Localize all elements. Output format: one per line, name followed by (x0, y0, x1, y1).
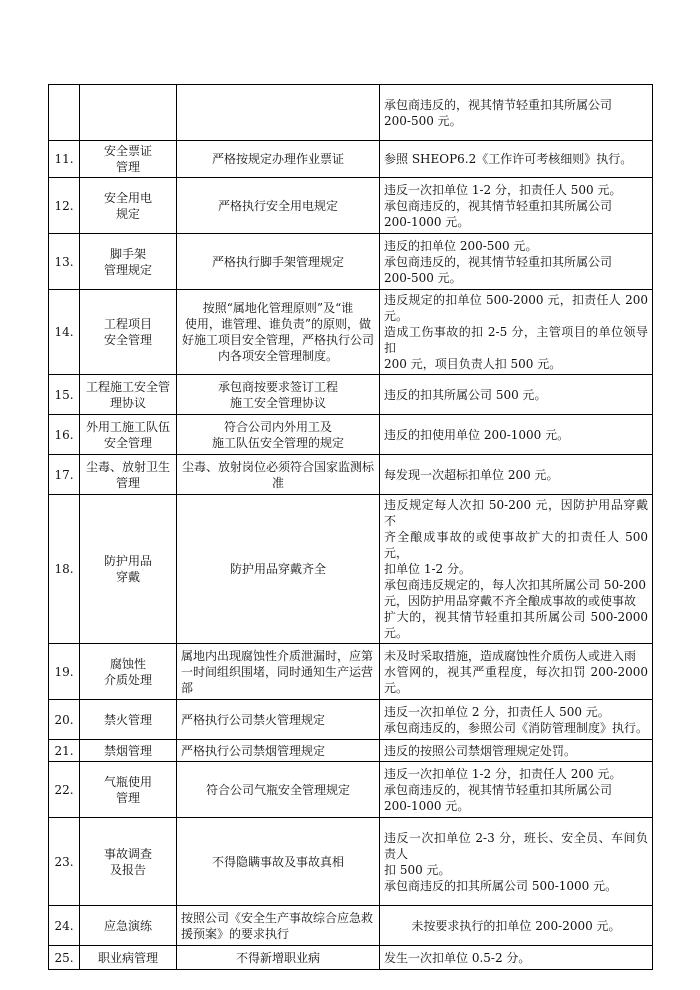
penalty: 未按要求执行的扣单位 200-2000 元。 (380, 906, 653, 946)
item-name: 脚手架 管理规定 (80, 234, 177, 290)
item-name: 禁火管理 (80, 700, 177, 740)
requirement: 符合公司气瓶安全管理规定 (177, 762, 380, 818)
penalty: 违反一次扣单位 2-3 分，班长、安全员、车间负责人 扣 500 元。 承包商违反的扣其所属公司 500-1000 元。 (380, 818, 653, 906)
row-number: 21. (49, 740, 80, 762)
row-number: 16. (49, 415, 80, 455)
row-number: 20. (49, 700, 80, 740)
table-row (49, 906, 653, 946)
requirement: 属地内出现腐蚀性介质泄漏时，应第 一时间组织围堵，同时通知生产运营 部 (177, 644, 380, 700)
item-name: 事故调查 及报告 (80, 818, 177, 906)
row-number: 17. (49, 455, 80, 495)
item-name: 腐蚀性 介质处理 (80, 644, 177, 700)
requirement: 严格执行脚手架管理规定 (177, 234, 380, 290)
item-name: 尘毒、放射卫生 管理 (80, 455, 177, 495)
table-row (49, 290, 653, 375)
table-row (49, 234, 653, 290)
penalty: 参照 SHEOP6.2《工作许可考核细则》执行。 (380, 141, 653, 178)
row-number: 18. (49, 495, 80, 644)
row-number: 11. (49, 141, 80, 178)
requirement: 不得新增职业病 (177, 946, 380, 970)
item-name: 应急演练 (80, 906, 177, 946)
table-row (49, 375, 653, 415)
table-row (49, 762, 653, 818)
row-number: 14. (49, 290, 80, 375)
item-name: 职业病管理 (80, 946, 177, 970)
penalty-rules-table (48, 84, 653, 970)
table-row (49, 495, 653, 644)
table-row (49, 415, 653, 455)
table-row (49, 946, 653, 970)
row-number: 25. (49, 946, 80, 970)
row-number: 13. (49, 234, 80, 290)
item-name: 安全票证 管理 (80, 141, 177, 178)
penalty: 发生一次扣单位 0.5-2 分。 (380, 946, 653, 970)
row-number (49, 85, 80, 141)
row-number: 12. (49, 178, 80, 234)
row-number: 15. (49, 375, 80, 415)
row-number: 24. (49, 906, 80, 946)
item-name (80, 85, 177, 141)
table-row (49, 85, 653, 141)
requirement (177, 85, 380, 141)
item-name: 防护用品 穿戴 (80, 495, 177, 644)
penalty: 承包商违反的，视其情节轻重扣其所属公司 200-500 元。 (380, 85, 653, 141)
penalty: 违反一次扣单位 1-2 分，扣责任人 200 元。 承包商违反的，视其情节轻重扣其所属公司 200-1000 元。 (380, 762, 653, 818)
table-row (49, 740, 653, 762)
penalty: 违反的按照公司禁烟管理规定处罚。 (380, 740, 653, 762)
penalty: 违反规定每人次扣 50-200 元，因防护用品穿戴不 齐全酿成事故的或使事故扩大的扣责任人 500 元， 扣单位 1-2 分。 承包商违反规定的，每人次扣其所属公司 50-200 元，因防护用品穿戴不齐全酿成事故的或使事故 扩大的，视其情节轻重扣其所属公司 500-2000 元。 (380, 495, 653, 644)
requirement: 严格执行安全用电规定 (177, 178, 380, 234)
penalty: 未及时采取措施，造成腐蚀性介质伤人或进入雨 水管网的，视其严重程度，每次扣罚 200-2000 元。 (380, 644, 653, 700)
item-name: 气瓶使用 管理 (80, 762, 177, 818)
requirement: 按照公司《安全生产事故综合应急救 援预案》的要求执行 (177, 906, 380, 946)
requirement: 严格按规定办理作业票证 (177, 141, 380, 178)
penalty: 违反规定的扣单位 500-2000 元，扣责任人 200 元。 造成工伤事故的扣 2-5 分，主管项目的单位领导扣 200 元，项目负责人扣 500 元。 (380, 290, 653, 375)
requirement: 不得隐瞒事故及事故真相 (177, 818, 380, 906)
requirement: 承包商按要求签订工程 施工安全管理协议 (177, 375, 380, 415)
requirement: 尘毒、放射岗位必须符合国家监测标 准 (177, 455, 380, 495)
table-row (49, 141, 653, 178)
penalty: 违反的扣其所属公司 500 元。 (380, 375, 653, 415)
table-row (49, 455, 653, 495)
penalty: 每发现一次超标扣单位 200 元。 (380, 455, 653, 495)
item-name: 工程施工安全管 理协议 (80, 375, 177, 415)
penalty: 违反一次扣单位 2 分，扣责任人 500 元。 承包商违反的，参照公司《消防管理制度》执行。 (380, 700, 653, 740)
row-number: 22. (49, 762, 80, 818)
row-number: 19. (49, 644, 80, 700)
requirement: 按照“属地化管理原则”及“谁 使用，谁管理、谁负责”的原则，做 好施工项目安全管理，严格执行公司 内各项安全管理制度。 (177, 290, 380, 375)
table-row (49, 818, 653, 906)
penalty: 违反的扣单位 200-500 元。 承包商违反的，视其情节轻重扣其所属公司 200-500 元。 (380, 234, 653, 290)
requirement: 防护用品穿戴齐全 (177, 495, 380, 644)
item-name: 禁烟管理 (80, 740, 177, 762)
requirement: 符合公司内外用工及 施工队伍安全管理的规定 (177, 415, 380, 455)
row-number: 23. (49, 818, 80, 906)
item-name: 安全用电 规定 (80, 178, 177, 234)
table-row (49, 644, 653, 700)
item-name: 工程项目 安全管理 (80, 290, 177, 375)
penalty: 违反的扣使用单位 200-1000 元。 (380, 415, 653, 455)
penalty: 违反一次扣单位 1-2 分，扣责任人 500 元。 承包商违反的，视其情节轻重扣其所属公司 200-1000 元。 (380, 178, 653, 234)
requirement: 严格执行公司禁烟管理规定 (177, 740, 380, 762)
table-row (49, 178, 653, 234)
item-name: 外用工施工队伍 安全管理 (80, 415, 177, 455)
requirement: 严格执行公司禁火管理规定 (177, 700, 380, 740)
table-row (49, 700, 653, 740)
